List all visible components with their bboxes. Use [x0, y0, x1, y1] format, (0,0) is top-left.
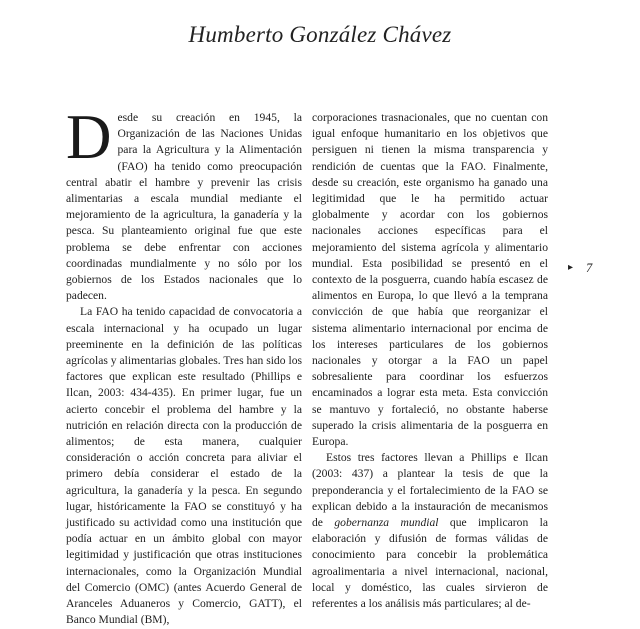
- page-number: 7: [586, 261, 593, 275]
- left-text-column: [66, 102, 302, 629]
- page-marker-icon: ▸: [568, 262, 574, 273]
- right-text-column: [312, 110, 548, 612]
- paragraph-1-text: esde su creación en 1945, la Organización de las Naciones Unidas para la Agricultura y la Alimentación (FAO) ha tenido como preocupación central abatir el hambre y prevenir las crisis alimentarias a escala mundial mediante el mejoramiento de la agricultura, la ganadería y la pesca. Su planteamiento original fue que este problema se debe enfrentar con acciones coordinadas mundialmente y no sólo por los gobiernos de los Estados nacionales que lo padecen.: [66, 111, 302, 303]
- paragraph-continuation: corporaciones trasnacionales, que no cuentan con igual enfoque humanitario en los objetivos que persiguen ni tienen la misma transparencia y rendición de cuentas que la FAO. Finalmente, desde su creación, este organismo ha ganado una legitimidad que le ha permitido actuar globalmente y acordar con los gobiernos nacionales acciones específicas para el mejoramiento del sistema agrícola y alimentario mundial. Esta posibilidad se presentó en el contexto de la posguerra, cuando había escasez de alimentos en Europa, lo que llevó a la temprana convicción de que había que reorganizar el sistema alimentario internacional por encima de los intereses particulares de los gobiernos nacionales y otorgar a la FAO un papel sobresaliente para coordinar los esfuerzos encaminados a lograr esta meta. Esta convicción se mantuvo y fortaleció, no obstante haberse superado la crisis alimentaria de la posguerra en Europa.: [312, 111, 548, 449]
- paragraph-1: [66, 102, 302, 304]
- paragraph-3: [312, 450, 548, 612]
- drop-cap: D: [66, 102, 112, 172]
- paragraph-3-text-a: Estos tres factores llevan a Phillips e Ilcan (2003: 437) a plantear la tesis de que la preponderancia y el fortalecimiento de la FAO se explican debido a la instauración de mecanismos de: [312, 451, 548, 530]
- paragraph-3-emphasis: gobernanza mundial: [334, 516, 439, 530]
- paragraph-2: La FAO ha tenido capacidad de convocatoria a escala internacional y ha ocupado un lugar preeminente en la definición de las políticas agrícolas y alimentarias globales. Tres han sido los factores que explican este resultado (Phillips e Ilcan, 2003: 434-435). En primer lugar, fue un acierto concebir el problema del hambre y la nutrición en relación directa con la producción de alimentos; de esta manera, cualquier consideración o acción concreta para aliviar el primero debía considerar el estado de la agricultura, la ganadería y la pesca. En segundo lugar, históricamente la FAO se constituyó y ha justificado su actividad como una institución que podía actuar en un ámbito global con mayor legitimidad y justificación que otras instituciones internacionales, como la Organización Mundial del Comercio (OMC) (antes Acuerdo General de Aranceles Aduaneros y Comercio, GATT), el Banco Mundial (BM),: [66, 305, 302, 627]
- paragraph-3-text-b: que implicaron la elaboración y difusión de formas válidas de conocimiento para concebir la problemática agroalimentaria a nivel internacional, nacional, local y doméstico, las cuales sirvieron de referentes a los análisis más particulares; al de-: [312, 516, 549, 611]
- running-header-author: Humberto González Chávez: [188, 22, 452, 47]
